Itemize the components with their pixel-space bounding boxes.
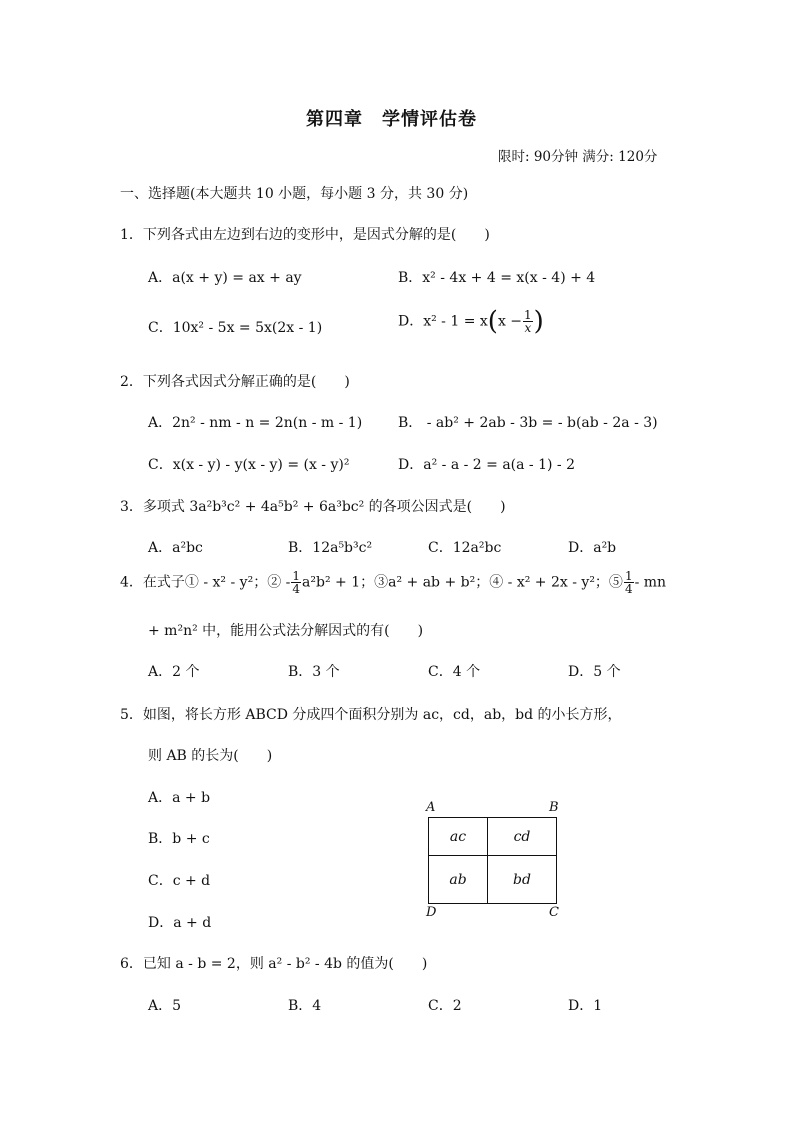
question-5-stem-line1: 5．如图，将长方形 ABCD 分成四个面积分别为 ac，cd，ab，bd 的小长方形，: [120, 707, 622, 723]
question-6-option-d: D．1: [568, 998, 603, 1014]
question-1-option-c: C．10x² - 5x = 5x(2x - 1): [148, 320, 323, 336]
question-4-option-b: B．3 个: [288, 664, 340, 680]
cell-bottom-left: ab: [428, 855, 488, 904]
section-heading: 一、选择题(本大题共 10 小题，每小题 3 分，共 30 分): [120, 186, 469, 202]
fraction-numerator: 1: [624, 569, 633, 583]
question-3-option-b: B．12a⁵b³c²: [288, 540, 373, 556]
question-1-option-d-inner: x −: [497, 313, 523, 330]
question-1-option-d-prefix: D．x² - 1 = x: [398, 313, 488, 330]
question-6-stem: 6．已知 a - b = 2，则 a² - b² - 4b 的值为( ): [120, 956, 428, 972]
question-1-option-a: A．a(x + y) = ax + ay: [148, 270, 302, 286]
cell-bottom-right: bd: [487, 855, 557, 904]
time-score-info: 限时: 90分钟 满分: 120分: [498, 149, 658, 165]
question-4-text-part1: 4．在式子① - x² - y²；② -: [120, 574, 291, 591]
question-5-option-d: D．a + d: [148, 915, 212, 931]
question-2-stem: 2．下列各式因式分解正确的是( ): [120, 374, 350, 390]
question-4-option-d: D．5 个: [568, 664, 621, 680]
question-4-option-c: C．4 个: [428, 664, 481, 680]
question-2-option-b: B． - ab² + 2ab - 3b = - b(ab - 2a - 3): [398, 415, 658, 431]
corner-label-d: D: [426, 905, 437, 920]
question-1-stem: 1．下列各式由左边到右边的变形中，是因式分解的是( ): [120, 227, 490, 243]
cell-top-left: ac: [428, 817, 488, 856]
question-2-option-c: C．x(x - y) - y(x - y) = (x - y)²: [148, 457, 350, 473]
question-5-option-a: A．a + b: [148, 790, 211, 806]
question-4-text-part3: - mn: [634, 574, 667, 591]
cell-top-right: cd: [487, 817, 557, 856]
question-5-stem-line2: 则 AB 的长为( ): [148, 748, 273, 764]
question-6-option-a: A．5: [148, 998, 182, 1014]
right-paren: ): [533, 306, 544, 337]
question-5-option-b: B．b + c: [148, 831, 210, 847]
fraction-one-quarter-1: [291, 570, 301, 595]
question-4-text-part2: a²b² + 1；③a² + ab + b²；④ - x² + 2x - y²；⑤: [302, 574, 623, 591]
question-6-option-b: B．4: [288, 998, 322, 1014]
corner-label-b: B: [549, 800, 559, 815]
question-4-stem-line1: [120, 570, 666, 595]
fraction-1-over-x: [523, 309, 533, 334]
fraction-denominator: 4: [292, 582, 301, 596]
question-3-option-c: C．12a²bc: [428, 540, 502, 556]
question-2-option-a: A．2n² - nm - n = 2n(n - m - 1): [148, 415, 363, 431]
fraction-denominator: x: [524, 321, 532, 335]
corner-label-c: C: [549, 905, 559, 920]
question-4-stem-line2: + m²n² 中，能用公式法分解因式的有( ): [148, 623, 424, 639]
fraction-one-quarter-2: [624, 570, 634, 595]
question-3-option-a: A．a²bc: [148, 540, 203, 556]
question-1-option-d: [398, 306, 544, 337]
question-4-option-a: A．2 个: [148, 664, 200, 680]
fraction-numerator: 1: [524, 308, 532, 322]
question-6-option-c: C．2: [428, 998, 462, 1014]
question-3-stem: 3．多项式 3a²b³c² + 4a⁵b² + 6a³bc² 的各项公因式是( ): [120, 499, 506, 515]
question-1-option-b: B．x² - 4x + 4 = x(x - 4) + 4: [398, 270, 596, 286]
page-title: 第四章 学情评估卷: [306, 109, 477, 130]
corner-label-a: A: [426, 800, 436, 815]
left-paren: (: [487, 306, 498, 337]
question-3-option-d: D．a²b: [568, 540, 617, 556]
question-5-option-c: C．c + d: [148, 873, 211, 889]
fraction-denominator: 4: [624, 582, 633, 596]
fraction-numerator: 1: [292, 569, 301, 583]
question-2-option-d: D．a² - a - 2 = a(a - 1) - 2: [398, 457, 576, 473]
